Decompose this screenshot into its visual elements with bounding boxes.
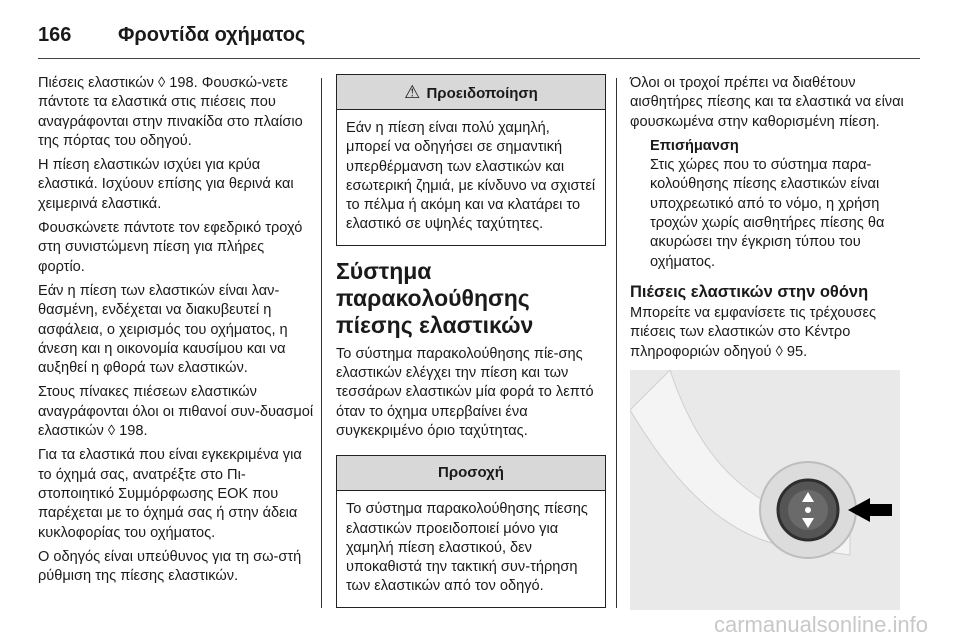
paragraph: Η πίεση ελαστικών ισχύει για κρύα ελαστικά. Ισχύουν επίσης για θερινά και χειμερινά ελαστικά.	[38, 157, 294, 212]
paragraph: Φουσκώνετε πάντοτε τον εφεδρικό τροχό στη συνιστώμενη πίεση για πλήρες φορτίο.	[38, 220, 303, 275]
note-text: Στις χώρες που το σύστημα παρα-κολούθησης πίεσης ελαστικών είναι υποχρεωτικό από το νόμο, η χρήση τροχών χωρίς αισθητήρες πίεσης θα ακυρώσει την έγκριση τύπου του οχήματος.	[650, 157, 885, 270]
caution-heading: Προσοχή	[337, 456, 605, 491]
paragraph: Για τα ελαστικά που είναι εγκεκριμένα για το όχημά σας, ανατρέξτε στο Πι-στοποιητικό Συμμόρφωσης ΕΟΚ που παρέχεται με το όχημά σας ή στην άδεια κυκλοφορίας του οχήματος.	[38, 447, 302, 541]
caution-text: Το σύστημα παρακολούθησης πίεσης ελαστικών προειδοποιεί μόνο για χαμηλή πίεση ελαστικού, δεν υποκαθιστά την τακτική συν-τήρηση των ελαστικών από τον οδηγό.	[346, 501, 588, 595]
note-block	[630, 137, 906, 272]
stalk-illustration	[630, 370, 900, 610]
page-number: 166	[38, 23, 72, 46]
column-1	[38, 74, 314, 591]
paragraph: Εάν η πίεση των ελαστικών είναι λαν-θασμένη, ενδέχεται να διακυβευτεί η ασφάλεια, ο χειρισμός του οχήματος, η άνεση και η οικονομία καυσίμου και να αυξηθεί η φθορά των ελαστικών.	[38, 282, 288, 377]
paragraph: Πιέσεις ελαστικών ◊ 198. Φουσκώ-νετε πάντοτε τα ελαστικά στις πιέσεις που αναγράφονται στην πινακίδα στο πλαίσιο της πόρτας του οδηγού.	[38, 75, 303, 149]
warning-header	[337, 75, 605, 110]
warning-box	[336, 74, 606, 246]
subheading-text: Μπορείτε να εμφανίσετε τις τρέχουσες πιέσεις των ελαστικών στο Κέντρο πληροφοριών οδηγού ◊ 95.	[630, 304, 877, 360]
section-text: Το σύστημα παρακολούθησης πίε-σης ελαστικών ελέγχει την πίεση και των τεσσάρων ελαστικών μία φορά το λεπτό όταν το όχημα υπερβαίνει ένα συγκεκριμένο όριο ταχύτητας.	[336, 345, 594, 439]
warning-triangle-icon: ⚠	[404, 82, 421, 102]
caution-box	[336, 455, 606, 607]
warning-heading: Προειδοποίηση	[426, 85, 538, 102]
page-header	[38, 16, 922, 54]
control-stalk-figure	[630, 370, 900, 610]
subheading: Πιέσεις ελαστικών στην οθόνη	[630, 282, 869, 301]
warning-text: Εάν η πίεση είναι πολύ χαμηλή, μπορεί να οδηγήσει σε σημαντική υπερθέρμανση των ελαστικών και εσωτερική ζημιά, με κίνδυνο να σχιστεί το πέλμα ή ακόμη και να κλατάρει το ελαστικό σε υψηλές ταχύτητες.	[346, 120, 596, 233]
watermark: carmanualsonline.info	[713, 612, 928, 637]
header-divider	[38, 58, 920, 59]
note-heading: Επισήμανση	[650, 137, 739, 154]
column-divider	[616, 78, 617, 608]
column-2	[336, 74, 606, 620]
column-3	[630, 74, 906, 610]
intro-text: Όλοι οι τροχοί πρέπει να διαθέτουν αισθητήρες πίεσης και τα ελαστικά να είναι φουσκωμένα στην καθορισμένη πίεση.	[630, 75, 904, 130]
page-title: Φροντίδα οχήματος	[118, 23, 306, 46]
section-title: Σύστημα παρακολούθησης πίεσης ελαστικών	[336, 257, 534, 338]
paragraph: Στους πίνακες πιέσεων ελαστικών αναγράφονται όλοι οι πιθανοί συν-δυασμοί ελαστικών ◊ 198.	[38, 384, 314, 440]
column-divider	[321, 78, 322, 608]
paragraph: Ο οδηγός είναι υπεύθυνος για τη σω-στή ρύθμιση της πίεσης ελαστικών.	[38, 548, 302, 585]
